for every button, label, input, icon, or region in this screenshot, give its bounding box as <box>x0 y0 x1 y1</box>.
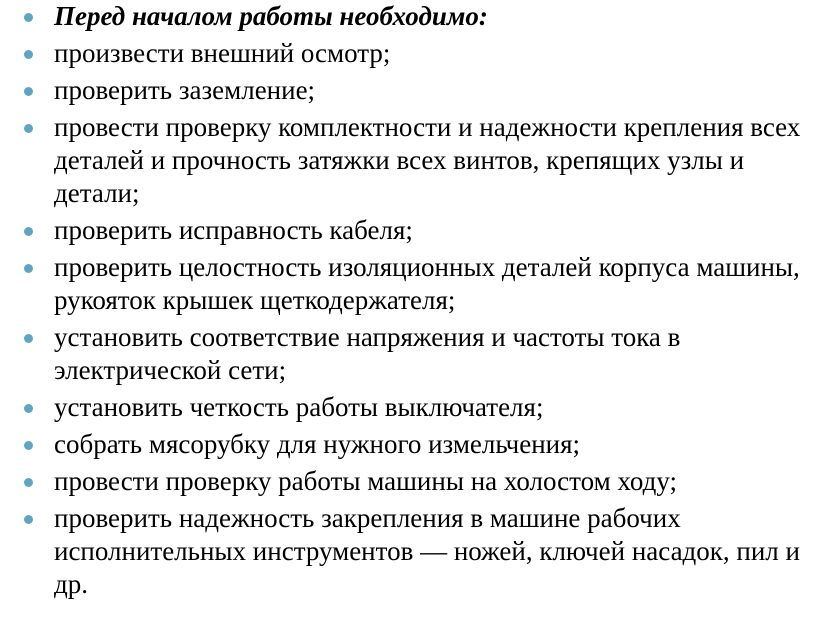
list-item-text: провести проверку комплектности и надежности крепления всех деталей и прочность затяжки всех винтов, крепящих узлы и детали; <box>54 112 801 208</box>
bullet-dot-icon <box>24 227 33 236</box>
bullet-dot-icon <box>24 478 33 487</box>
list-item-text: провести проверку работы машины на холостом ходу; <box>54 466 677 496</box>
list-item <box>22 111 812 210</box>
bullet-dot-icon <box>24 13 33 22</box>
list-item-text: произвести внешний осмотр; <box>54 38 391 68</box>
list-item-text: проверить надежность закрепления в машине рабочих исполнительных инструментов — ножей, ключей насадок, пил и др. <box>54 503 800 599</box>
bullet-dot-icon <box>24 50 33 59</box>
list-item <box>22 502 812 601</box>
list-item <box>22 74 812 107</box>
list-heading: Перед началом работы необходимо: <box>54 1 488 31</box>
list-item-text: собрать мясорубку для нужного измельчения; <box>54 429 581 459</box>
list-item <box>22 321 812 387</box>
list-item-text: проверить исправность кабеля; <box>54 215 413 245</box>
bullet-dot-icon <box>24 404 33 413</box>
list-item-text: проверить заземление; <box>54 75 316 105</box>
bullet-dot-icon <box>24 334 33 343</box>
list-heading-item <box>22 0 812 33</box>
list-item-text: установить четкость работы выключателя; <box>54 392 544 422</box>
bullet-dot-icon <box>24 515 33 524</box>
list-item-text: проверить целостность изоляционных деталей корпуса машины, рукояток крышек щеткодержателя; <box>54 252 800 315</box>
list-item-text: установить соответствие напряжения и частоты тока в электрической сети; <box>54 322 681 385</box>
list-item <box>22 251 812 317</box>
list-item <box>22 391 812 424</box>
bullet-dot-icon <box>24 124 33 133</box>
bullet-dot-icon <box>24 441 33 450</box>
list-item <box>22 465 812 498</box>
bullet-dot-icon <box>24 264 33 273</box>
instruction-list <box>22 0 812 605</box>
list-item <box>22 37 812 70</box>
bullet-dot-icon <box>24 87 33 96</box>
list-item <box>22 428 812 461</box>
list-item <box>22 214 812 247</box>
